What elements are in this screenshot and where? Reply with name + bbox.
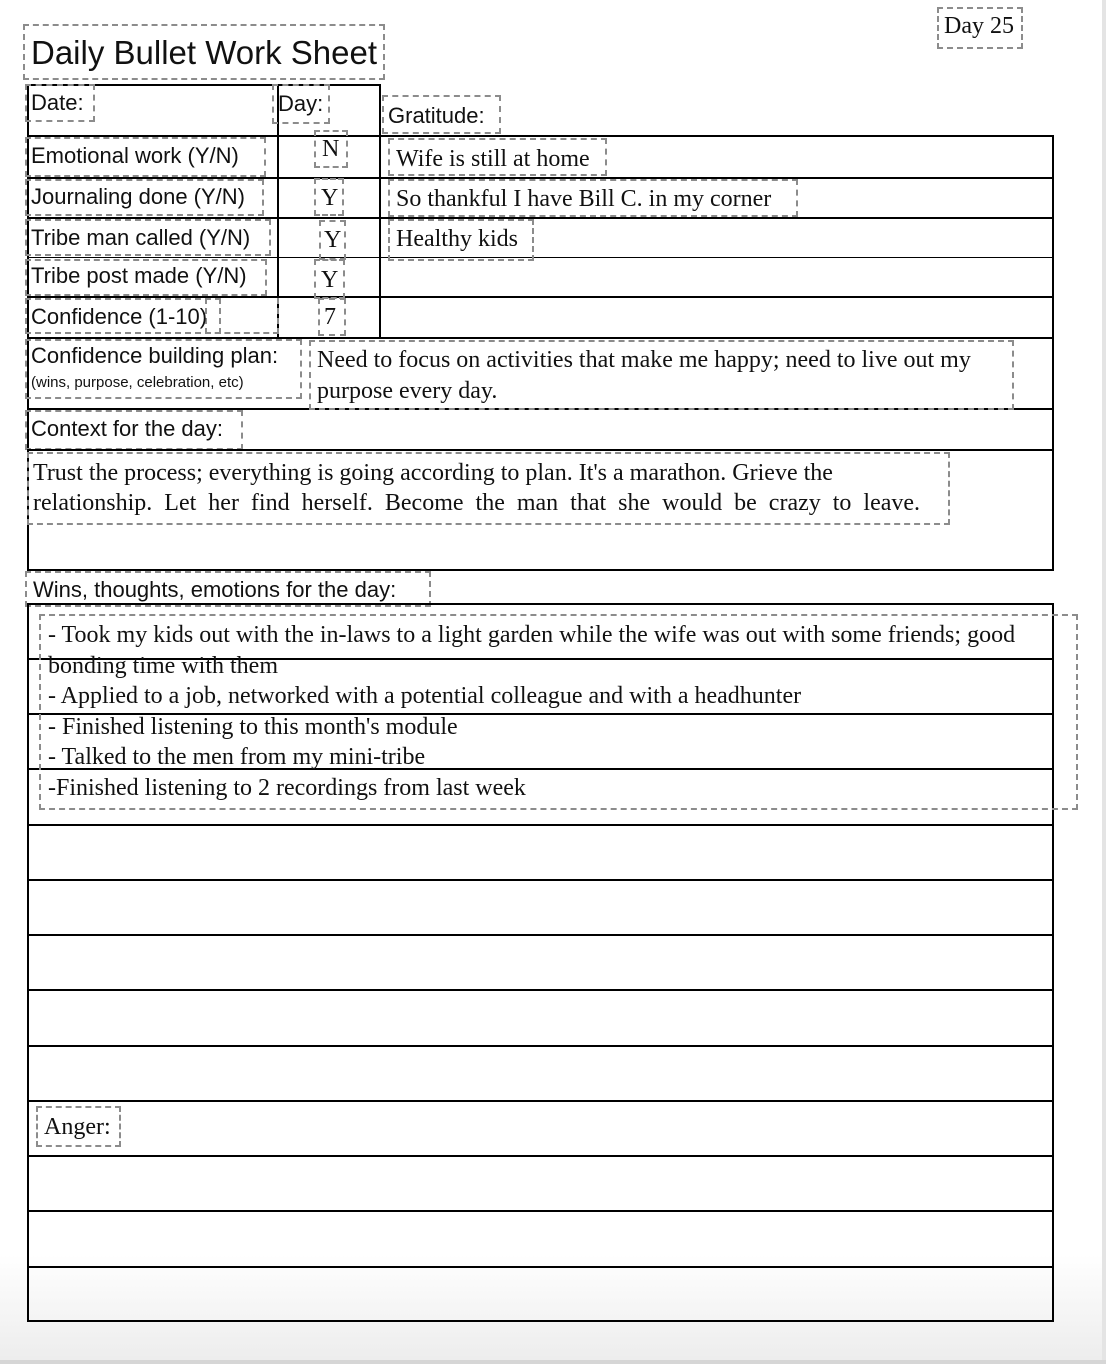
checklist-value[interactable]: Y [324, 227, 342, 253]
context-line-2[interactable]: relationship. Let her find herself. Become the man that she would be crazy to leave. [33, 490, 921, 516]
checklist-value[interactable]: N [322, 136, 340, 162]
anger-field[interactable] [124, 1103, 1050, 1153]
wins-line[interactable]: - Talked to the men from my mini-tribe [48, 744, 426, 770]
vertical-scrollbar[interactable] [1102, 0, 1106, 1364]
wins-line[interactable]: -Finished listening to 2 recordings from last week [48, 775, 526, 801]
wins-line[interactable]: bonding time with them [48, 653, 278, 679]
wins-line[interactable]: - Applied to a job, networked with a potential colleague and with a headhunter [48, 683, 802, 709]
checklist-label: Tribe post made (Y/N) [31, 263, 247, 288]
date-label: Date: [31, 90, 84, 115]
confidence-plan-line-1[interactable]: Need to focus on activities that make me happy; need to live out my [317, 347, 971, 373]
checklist-label: Tribe man called (Y/N) [31, 225, 251, 250]
gratitude-item-empty[interactable] [382, 259, 1050, 295]
gratitude-text[interactable]: So thankful I have Bill C. in my corner [396, 186, 772, 212]
gratitude-text[interactable]: Healthy kids [396, 226, 518, 252]
checklist-label-box-ext [205, 298, 279, 334]
wins-label: Wins, thoughts, emotions for the day: [33, 577, 397, 602]
day-field[interactable] [332, 86, 378, 134]
checklist-value[interactable]: Y [321, 185, 339, 211]
checklist-label: Journaling done (Y/N) [31, 184, 246, 209]
date-field[interactable] [97, 86, 273, 134]
gratitude-text[interactable]: Wife is still at home [396, 146, 590, 172]
confidence-plan-label: Confidence building plan: [31, 343, 279, 368]
checklist-label: Emotional work (Y/N) [31, 143, 239, 168]
day-label: Day: [278, 91, 324, 116]
checklist-value[interactable]: 7 [324, 304, 336, 330]
checklist-label: Confidence (1-10) [31, 304, 208, 329]
wins-line[interactable]: - Finished listening to this month's module [48, 714, 458, 740]
wins-line[interactable]: - Took my kids out with the in-laws to a light garden while the wife was out with some friends; good [48, 622, 1016, 648]
gratitude-label: Gratitude: [388, 103, 485, 128]
gratitude-item-empty[interactable] [382, 298, 1050, 336]
anger-label: Anger: [44, 1114, 111, 1140]
context-label: Context for the day: [31, 416, 223, 441]
confidence-plan-line-2[interactable]: purpose every day. [317, 378, 498, 404]
day-badge: Day 25 [944, 13, 1014, 39]
checklist-value[interactable]: Y [321, 267, 339, 293]
context-line-1[interactable]: Trust the process; everything is going according to plan. It's a marathon. Grieve the [33, 460, 833, 486]
confidence-plan-sublabel: (wins, purpose, celebration, etc) [31, 374, 244, 391]
page-bottom-edge [0, 1360, 1106, 1364]
page-title: Daily Bullet Work Sheet [31, 34, 378, 71]
